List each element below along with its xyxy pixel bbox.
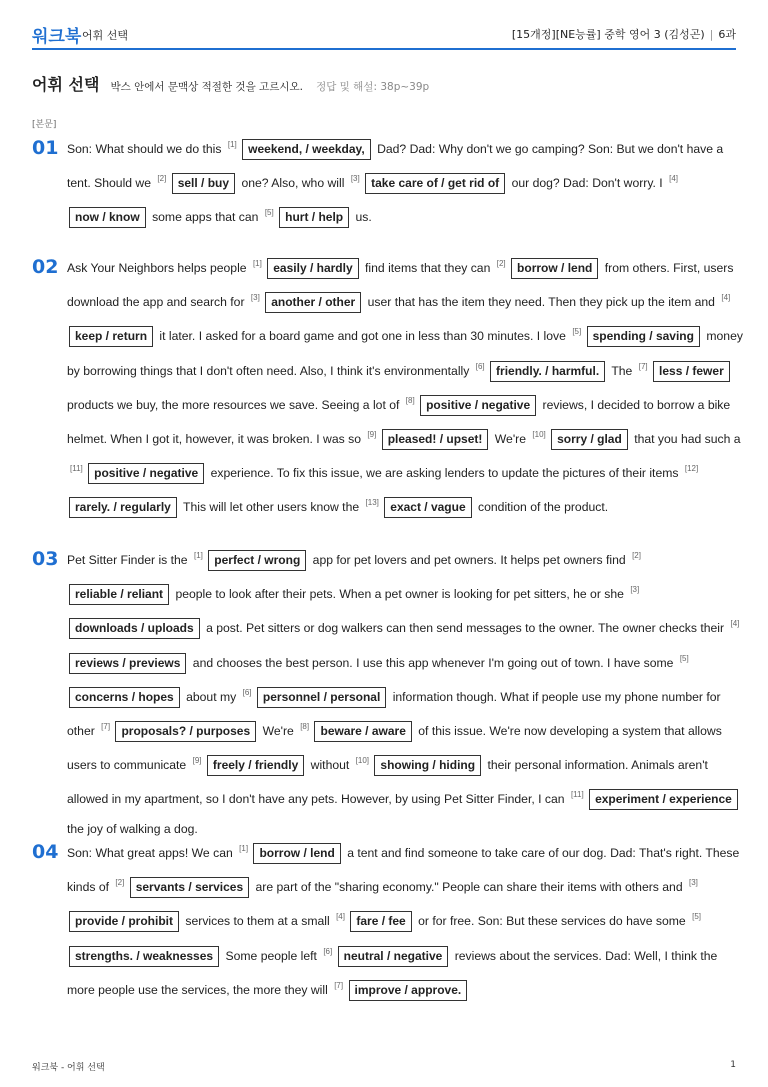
blank-number: [6] [323,946,333,956]
choice-box[interactable]: rarely. / regularly [69,497,177,518]
blank-number: [4] [721,293,731,303]
section-number: 03 [32,548,59,570]
page-number: 1 [730,1060,736,1070]
blank-number: [6] [475,361,485,371]
blank-number: [3] [250,293,260,303]
blank-number: [1] [227,140,237,149]
passage-text: condition of the product. [478,500,609,515]
passage-text: the joy of walking a dog. [67,821,198,836]
passage-text: from others. First, users download the app and search for [67,261,734,310]
passage-text: one? Also, who will [241,176,345,191]
blank-number: [7] [101,722,111,732]
blank-number: [3] [350,174,360,184]
choice-box[interactable]: another / other [265,292,361,313]
passage-text: We're [262,724,294,739]
passage-text: products we buy, the more resources we save. Seeing a lot of [67,397,400,412]
blank-number: [1] [193,551,203,560]
choice-box[interactable]: beware / aware [314,721,411,742]
passage-text: find items that they can [365,261,491,275]
passage-text: money by borrowing things that I don't often need. Also, I think it's environmentally [67,329,743,378]
choice-box[interactable]: showing / hiding [374,755,481,776]
footer-label: 워크북 - 어휘 선택 [32,1063,105,1073]
passage-text: are part of the "sharing economy." People can share their items with others and [255,880,683,895]
page-header [32,20,736,50]
blank-number: [5] [264,208,274,218]
blank-number: [9] [192,756,202,766]
section-number: 02 [32,256,59,278]
brand-title: 워크북 [32,27,82,47]
choice-box[interactable]: now / know [69,207,146,228]
blank-number: [4] [730,619,740,629]
choice-box[interactable]: servants / services [130,877,249,898]
passage-01 [67,130,743,233]
blank-number: [13] [365,498,379,508]
choice-box[interactable]: take care of / get rid of [365,173,505,194]
passage-03 [67,541,743,844]
passage-text: and chooses the best person. I use this app whenever I'm going out of town. I have some [192,655,674,670]
choice-box[interactable]: provide / prohibit [69,911,179,932]
choice-box[interactable]: personnel / personal [257,687,386,708]
choice-box[interactable]: reliable / reliant [69,584,169,605]
blank-number: [2] [496,259,506,268]
blank-number: [3] [630,585,640,595]
passage-text: Dad? Dad: Why don't we go camping? Son: But we don't have a tent. Should we [67,142,724,191]
choice-box[interactable]: reviews / previews [69,653,186,674]
choice-box[interactable]: experiment / experience [589,789,738,810]
passage-04 [67,834,743,1005]
blank-number: [1] [252,259,262,268]
passage-text: a tent and find someone to take care of our dog. Dad: That's right. These kinds of [67,846,740,895]
book-info [512,26,736,42]
passage-text: about my [186,689,237,704]
choice-box[interactable]: improve / approve. [349,980,468,1001]
choice-box[interactable]: hurt / help [279,207,349,228]
passage-text: without [310,758,350,773]
choice-box[interactable]: downloads / uploads [69,618,200,639]
choice-box[interactable]: freely / friendly [207,755,304,776]
blank-number: [3] [689,878,698,888]
choice-box[interactable]: positive / negative [88,463,204,484]
passage-text: some apps that can [152,210,259,225]
section-number: 01 [32,137,59,159]
passage-text: app for pet lovers and pet owners. It helps pet owners find [312,553,626,567]
passage-text: Son: What great apps! We can [67,846,233,860]
blank-number: [6] [242,687,252,697]
blank-number: [8] [405,395,415,405]
passage-text: it later. I asked for a board game and got one in less than 30 minutes. I love [159,329,566,344]
passage-text: This will let other users know the [183,500,360,515]
blank-number: [4] [669,174,678,184]
choice-box[interactable]: positive / negative [420,395,536,416]
blank-number: [4] [336,912,345,922]
choice-box[interactable]: easily / hardly [267,258,358,279]
section-tag: [본문] [32,120,57,130]
blank-number: [5] [679,653,689,663]
blank-number: [2] [115,878,125,888]
passage-text: their personal information. Animals aren't allowed in my apartment, so I don't have any pets. However, by using Pet Sitter Finder, I can [67,758,708,807]
choice-box[interactable]: perfect / wrong [208,550,306,571]
passage-text: our dog? Dad: Don't worry. I [511,176,663,191]
blank-number: [8] [300,722,310,732]
lesson-label: 6과 [718,28,736,41]
blank-number: [7] [334,980,344,990]
choice-box[interactable]: pleased! / upset! [382,429,489,450]
blank-number: [11] [70,464,83,474]
blank-number: [12] [684,464,699,474]
book-title: [15개정][NE능률] 중학 영어 3 (김성곤) [511,28,705,41]
passage-text: Pet Sitter Finder is the [67,553,188,567]
answer-reference: 정답 및 해설: 38p~39p [316,81,430,93]
blank-number: [2] [632,551,641,560]
blank-number: [10] [532,430,546,440]
passage-02 [67,249,743,523]
blank-number: [5] [572,327,582,337]
passage-text: people to look after their pets. When a pet owner is looking for pet sitters, he or she [175,587,624,602]
passage-text: of this issue. We're now developing a system that allows users to communicate [67,724,722,773]
title-row [32,72,429,95]
blank-number: [9] [367,430,377,440]
choice-box[interactable]: sorry / glad [551,429,628,450]
choice-box[interactable]: borrow / lend [511,258,598,279]
passage-text: a post. Pet sitters or dog walkers can then send messages to the owner. The owner checks their [206,621,725,636]
choice-box[interactable]: less / fewer [653,361,730,382]
passage-text: services to them at a small [185,914,330,929]
passage-text: or for free. Son: But these services do have some [418,914,686,929]
passage-text: information though. What if people use my phone number for other [67,689,721,739]
choice-box[interactable]: neutral / negative [338,946,449,967]
passage-text: Son: What should we do this [67,142,222,156]
blank-number: [2] [157,174,167,184]
choice-box[interactable]: friendly. / harmful. [490,361,605,382]
passage-text: The [611,363,633,378]
choice-box[interactable]: sell / buy [172,173,235,194]
passage-text: experience. To fix this issue, we are asking lenders to update the pictures of their items [210,466,679,481]
blank-number: [7] [638,361,648,371]
choice-box[interactable]: strengths. / weaknesses [69,946,219,967]
blank-number: [11] [570,790,584,800]
passage-text: We're [494,432,526,447]
passage-text: user that has the item they need. Then they pick up the item and [367,295,715,310]
instruction-text: 박스 안에서 문맥상 적절한 것을 고르시오. [110,81,303,93]
passage-text: Ask Your Neighbors helps people [67,261,247,275]
choice-box[interactable]: proposals? / purposes [115,721,256,742]
blank-number: [10] [355,756,370,766]
passage-text: that you had such a [634,432,741,447]
separator: | [709,28,714,41]
choice-box[interactable]: concerns / hopes [69,687,180,708]
choice-box[interactable]: borrow / lend [253,843,340,864]
passage-text: reviews about the services. Dad: Well, I think the more people use the services, the more they will [67,948,718,997]
choice-box[interactable]: exact / vague [384,497,471,518]
choice-box[interactable]: weekend, / weekday, [242,139,371,160]
passage-text: reviews, I decided to borrow a bike helmet. When I got it, however, it was broken. I was so [67,397,731,447]
choice-box[interactable]: keep / return [69,326,153,347]
header-subtitle: 어휘 선택 [82,29,129,42]
passage-text: Some people left [225,948,317,963]
blank-number: [5] [692,912,701,922]
choice-box[interactable]: fare / fee [350,911,411,932]
section-number: 04 [32,841,59,863]
page-title: 어휘 선택 [32,75,100,94]
choice-box[interactable]: spending / saving [587,326,700,347]
passage-text: us. [355,210,372,225]
blank-number: [1] [239,844,249,853]
